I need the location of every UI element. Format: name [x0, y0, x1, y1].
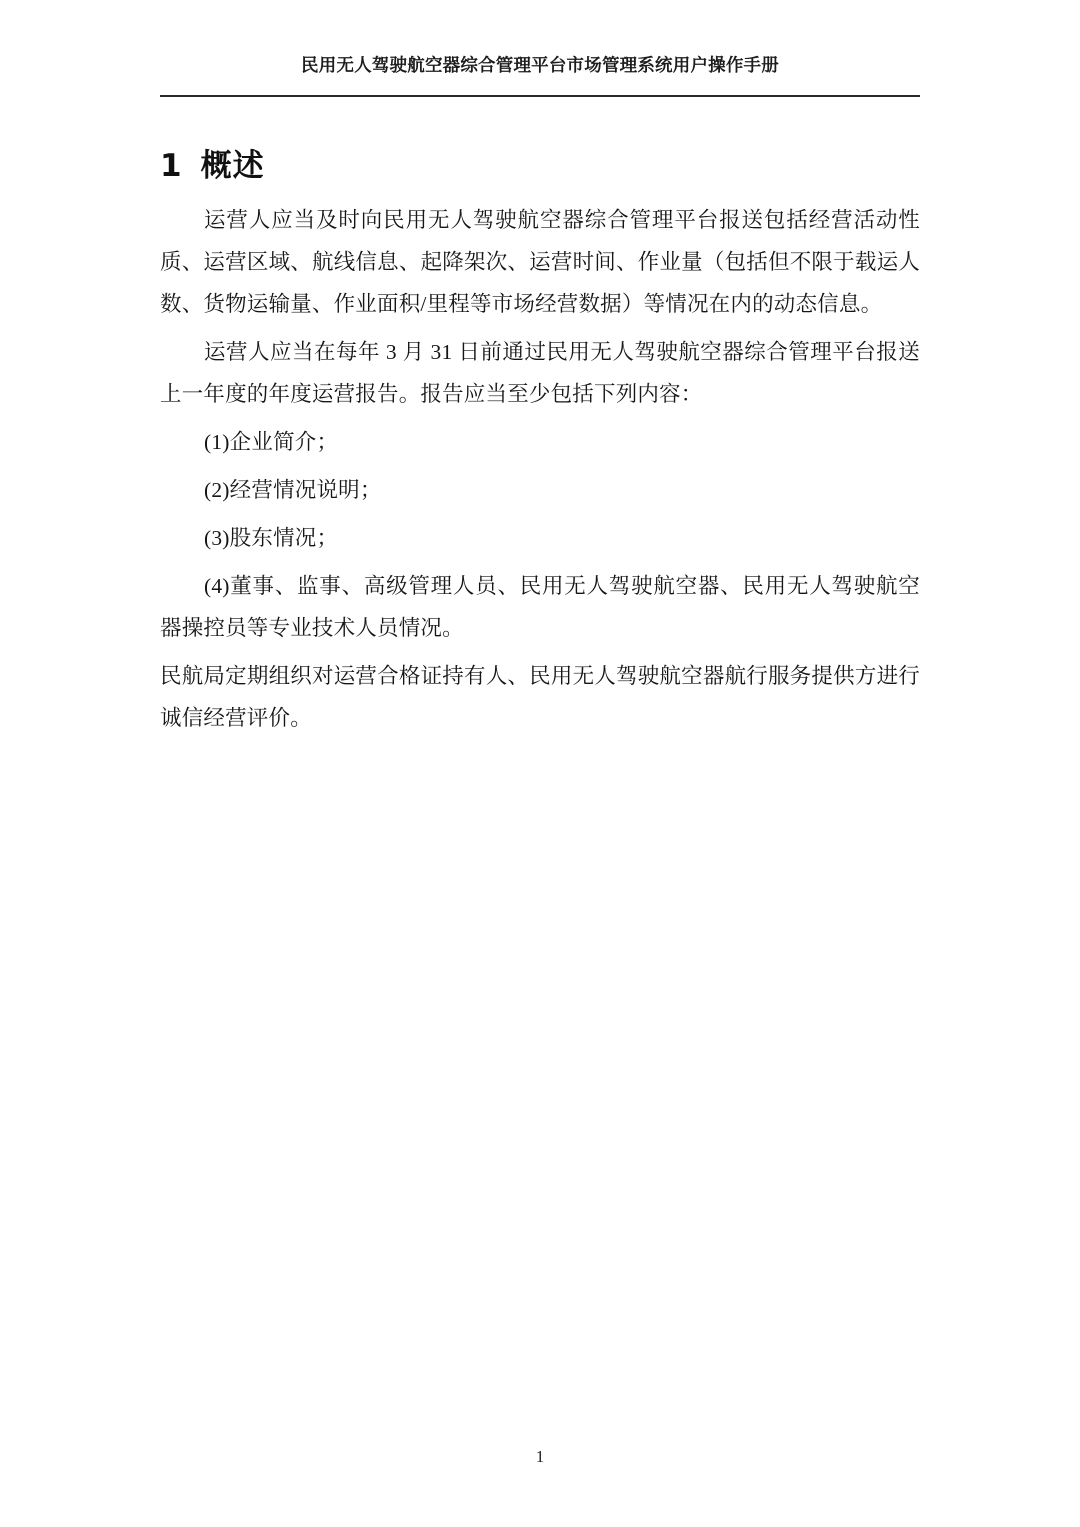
section-number: 1 — [160, 148, 183, 184]
page-number: 1 — [535, 1447, 545, 1466]
list-item: (1)企业简介； — [204, 430, 339, 454]
paragraph-1: 运营人应当及时向民用无人驾驶航空器综合管理平台报送包括经营活动性质、运营区域、航线信息、起降架次、运营时间、作业量（包括但不限于载运人数、货物运输量、作业面积/里程等市场经营数据）等情况在内的动态信息。 — [160, 208, 920, 316]
document-body — [160, 140, 920, 745]
list-item: (3)股东情况； — [204, 526, 339, 550]
header-divider — [160, 95, 920, 97]
list-item: (2)经营情况说明； — [204, 478, 382, 502]
header-title: 民用无人驾驶航空器综合管理平台市场管理系统用户操作手册 — [301, 56, 779, 76]
page-title — [160, 140, 920, 185]
list-item: (4)董事、监事、高级管理人员、民用无人驾驶航空器、民用无人驾驶航空器操控员等专业技术人员情况。 — [160, 574, 920, 640]
paragraph-2: 运营人应当在每年 3 月 31 日前通过民用无人驾驶航空器综合管理平台报送上一年度的年度运营报告。报告应当至少包括下列内容： — [160, 340, 920, 406]
page-header — [160, 52, 920, 77]
page-footer — [0, 1447, 1080, 1467]
closing-paragraph: 民航局定期组织对运营合格证持有人、民用无人驾驶航空器航行服务提供方进行诚信经营评价。 — [160, 664, 920, 730]
section-title-text: 概述 — [200, 148, 265, 184]
